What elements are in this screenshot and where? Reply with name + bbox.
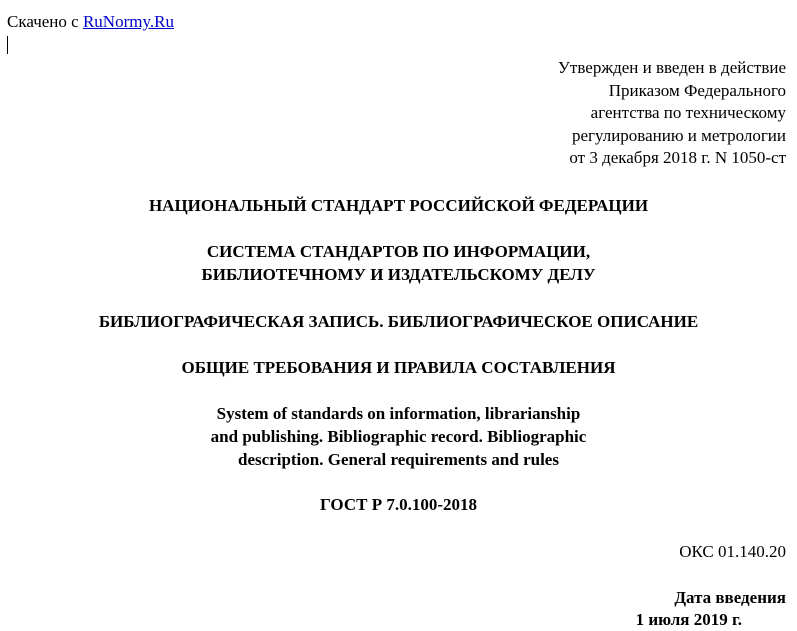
record-heading: БИБЛИОГРАФИЧЕСКАЯ ЗАПИСЬ. БИБЛИОГРАФИЧЕСКОЕ ОПИСАНИЕ [98, 312, 699, 331]
system-heading-line: СИСТЕМА СТАНДАРТОВ ПО ИНФОРМАЦИИ, [206, 242, 591, 261]
system-heading [0, 241, 797, 286]
runormy-link[interactable]: RuNormy.Ru [82, 12, 174, 31]
gost-number: ГОСТ Р 7.0.100-2018 [320, 495, 477, 514]
approval-line: Приказом Федерального [608, 80, 786, 100]
english-title-line: description. General requirements and rules [238, 450, 559, 469]
system-heading-line: БИБЛИОТЕЧНОМУ И ИЗДАТЕЛЬСКОМУ ДЕЛУ [201, 264, 596, 284]
approval-line: агентства по техническому [590, 103, 786, 123]
date-value: 1 июля 2019 г. [635, 610, 742, 629]
approval-line: от 3 декабря 2018 г. N 1050-ст [569, 148, 786, 168]
approval-line: регулированию и метрологии [571, 125, 786, 145]
standard-type-heading: НАЦИОНАЛЬНЫЙ СТАНДАРТ РОССИЙСКОЙ ФЕДЕРАЦИИ [148, 196, 649, 215]
source-line [7, 12, 174, 32]
source-prefix: Скачено с [7, 12, 83, 31]
date-title: Дата введения [674, 588, 786, 607]
english-title-line: System of standards on information, librarianship [216, 404, 581, 423]
approval-line: Утвержден и введен в действие [557, 58, 786, 77]
oks-code: ОКС 01.140.20 [679, 542, 786, 561]
approval-block [366, 57, 786, 170]
text-cursor [7, 36, 8, 54]
english-title [0, 402, 797, 471]
english-title-line: and publishing. Bibliographic record. Bibliographic [210, 427, 587, 446]
requirements-heading: ОБЩИЕ ТРЕБОВАНИЯ И ПРАВИЛА СОСТАВЛЕНИЯ [181, 358, 616, 377]
